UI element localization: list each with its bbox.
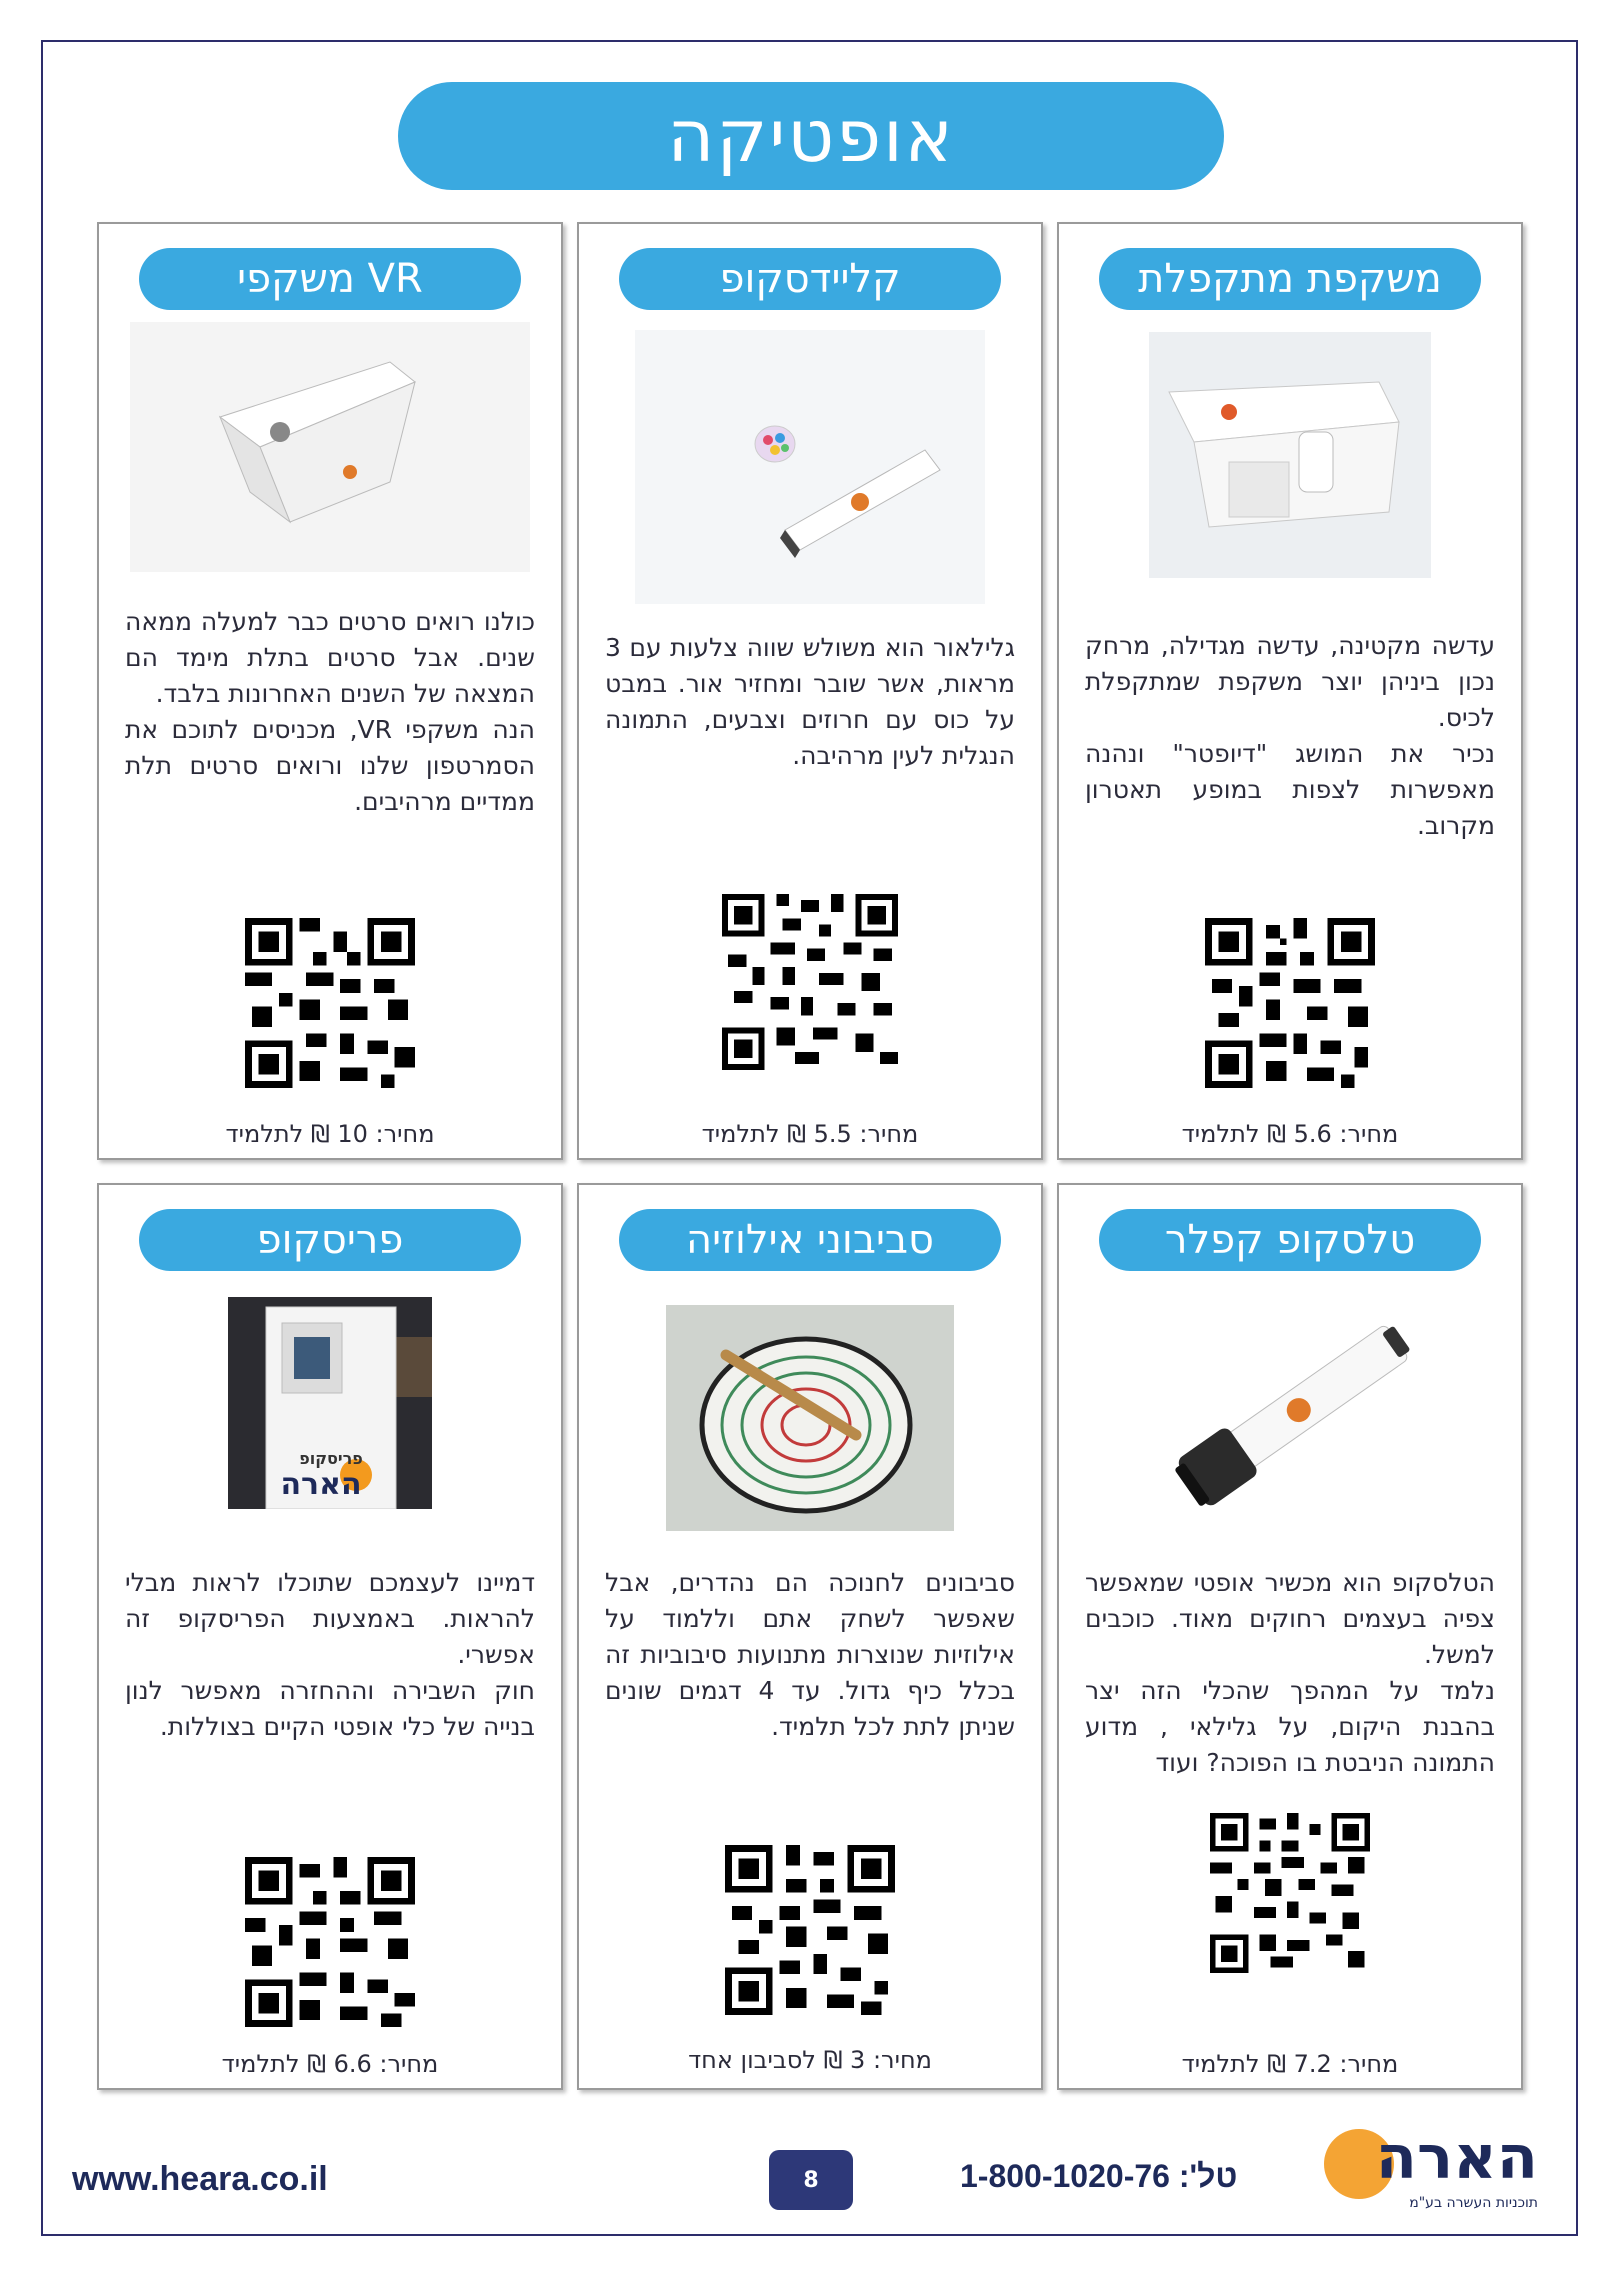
illusion-spinning-tops-photo <box>666 1305 954 1531</box>
card-description: כולנו רואים סרטים כבר למעלה ממאה שנים. אבל סרטים בתלת מימד הם המצאה של השנים האחרונות בלבד. הנה משקפי VR, מכניסים לתוכם את הסמרטפון שלנו ורואים סרטים תלת ממדיים מרהיבים. <box>125 607 535 816</box>
page-title-banner <box>398 82 1224 190</box>
card-price: מחיר: 7.2 ₪ לתלמיד <box>1181 2050 1399 2078</box>
card-price: מחיר: 5.6 ₪ לתלמיד <box>1181 1120 1399 1148</box>
card-title: טלסקופ קפלר <box>1099 1209 1481 1271</box>
kaleidoscope-photo <box>635 330 985 604</box>
product-card-illusion-spinning-tops <box>577 1183 1043 2090</box>
qr-code[interactable] <box>722 894 898 1070</box>
logo-tagline: תוכניות העשרה בע"מ <box>1409 2195 1538 2211</box>
card-description: סביבונים לחנוכה הם נהדרים, אבל שאפשר לשחק אתם וללמוד על אילוזיות שנוצרות מתנועות סיבוביות זה בכלל כיף גדול. עד 4 דגמים שונים שניתן לתת לכל תלמיד. <box>605 1568 1015 1741</box>
card-description: עדשה מקטינה, עדשה מגדילה, מרחק נכון ביניהן יוצר משקפת שמתקפלת לכיס. נכיר את המושג "דיופטר" ונהנה מאפשרות לצפות במופע תאטרון מקרוב. <box>1085 631 1495 840</box>
kepler-telescope-photo <box>1150 1295 1430 1535</box>
card-title: סביבוני אילוזיה <box>619 1209 1001 1271</box>
card-description: גלילאור הוא משולש שווה צלעות עם 3 מראות, אשר שובר ומחזיר אור. במבט על כוס עם חרוזים וצבעים, התמונה הנגלית לעין מרהיבה. <box>605 633 1015 770</box>
periscope-photo-brand: הארה <box>280 1467 362 1502</box>
folding-binoculars-photo <box>1149 332 1431 578</box>
card-description: דמיינו לעצמכם שתוכלו לראות מבלי להראות. באמצעות הפריסקופ זה אפשרי. חוק השבירה וההחזרה מאפשר לנון בנייה של כלי אופטי הקיים בצוללות. <box>125 1568 535 1741</box>
page-number-badge: 8 <box>769 2150 853 2210</box>
periscope-photo <box>228 1297 432 1509</box>
qr-code[interactable] <box>245 918 415 1088</box>
card-title: משקפי VR <box>139 248 521 310</box>
phone-number: טל': 1-800-1020-76 <box>960 2158 1238 2194</box>
heara-logo <box>1320 2125 1538 2223</box>
qr-code[interactable] <box>245 1857 415 2027</box>
card-title: פריסקופ <box>139 1209 521 1271</box>
card-price: מחיר: 6.6 ₪ לתלמיד <box>221 2050 439 2078</box>
product-card-vr-glasses <box>97 222 563 1160</box>
logo-word: הארה <box>1375 2123 1538 2193</box>
product-card-folding-binoculars <box>1057 222 1523 1160</box>
product-card-kaleidoscope <box>577 222 1043 1160</box>
qr-code[interactable] <box>1210 1813 1370 1973</box>
card-title: משקפת מתקפלת <box>1099 248 1481 310</box>
card-title: קליידסקופ <box>619 248 1001 310</box>
card-price: מחיר: 5.5 ₪ לתלמיד <box>701 1120 919 1148</box>
vr-glasses-photo <box>130 322 530 572</box>
website-link[interactable]: www.heara.co.il <box>72 2160 328 2198</box>
card-price: מחיר: 10 ₪ לתלמיד <box>225 1120 435 1148</box>
card-price: מחיר: 3 ₪ לסביבון אחד <box>688 2046 932 2074</box>
card-description: הטלסקופ הוא מכשיר אופטי שמאפשר צפיה בעצמים רחוקים מאוד. כוכבים למשל. נלמד על המהפך שהכלי הזה יצר בהבנת היקום, על גלילאי , מדוע התמונה הניבטת בו הפוכה? ועוד <box>1085 1568 1495 1777</box>
periscope-photo-label: פריסקופ <box>299 1449 363 1468</box>
product-card-kepler-telescope <box>1057 1183 1523 2090</box>
page-title: אופטיקה <box>667 94 955 178</box>
qr-code[interactable] <box>725 1845 895 2015</box>
qr-code[interactable] <box>1205 918 1375 1088</box>
product-card-periscope <box>97 1183 563 2090</box>
